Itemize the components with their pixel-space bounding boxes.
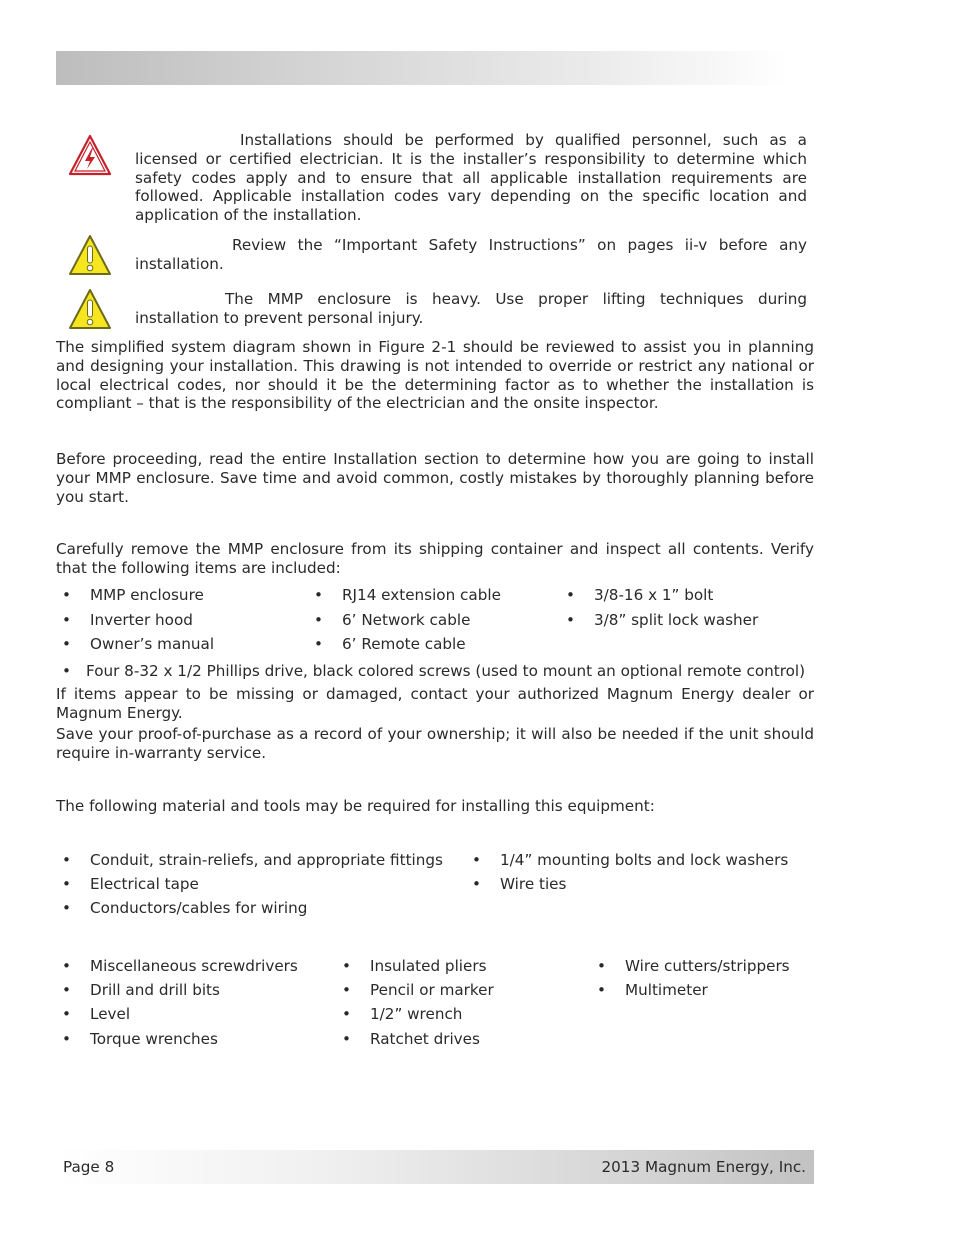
warning-heavy-enclosure: The MMP enclosure is heavy. Use proper lifting techniques during installation to prevent personal injury. — [135, 290, 807, 327]
unpacking-paragraph: Carefully remove the MMP enclosure from its shipping container and inspect all contents. Verify that the following items are included: — [56, 540, 814, 577]
caution-icon — [68, 288, 112, 330]
pre-installation-paragraph: Before proceeding, read the entire Installation section to determine how you are going to install your MMP enclosure. Save time and avoid common, costly mistakes by thoroughly planning before you start. — [56, 450, 814, 506]
caution-icon — [68, 234, 112, 276]
warning-safety-instructions: Review the “Important Safety Instructions” on pages ii-v before any installation. — [135, 236, 807, 273]
header-bar — [56, 51, 790, 85]
missing-items-paragraph: If items appear to be missing or damaged, contact your authorized Magnum Energy dealer or Magnum Energy. — [56, 685, 814, 722]
copyright: 2013 Magnum Energy, Inc. — [601, 1158, 806, 1176]
warning-installation-personnel: Installations should be performed by qualified personnel, such as a licensed or certified electrician. It is the installer’s responsibility to determine which safety codes apply and to ensure that all applicable installation requirements are followed. Applicable installation codes vary depending on the specific location and application of the installation. — [135, 131, 807, 225]
electrical-hazard-icon — [68, 134, 112, 176]
proof-of-purchase-paragraph: Save your proof-of-purchase as a record of your ownership; it will also be needed if the unit should require in-warranty service. — [56, 725, 814, 762]
required-tools-paragraph: The following material and tools may be required for installing this equipment: — [56, 797, 655, 815]
page-number: Page 8 — [63, 1158, 115, 1176]
intro-paragraph: The simplified system diagram shown in Figure 2-1 should be reviewed to assist you in planning and designing your installation. This drawing is not intended to override or restrict any national or local electrical codes, nor should it be the determining factor as to whether the installation is compliant – that is the responsibility of the electrician and the onsite inspector. — [56, 338, 814, 413]
